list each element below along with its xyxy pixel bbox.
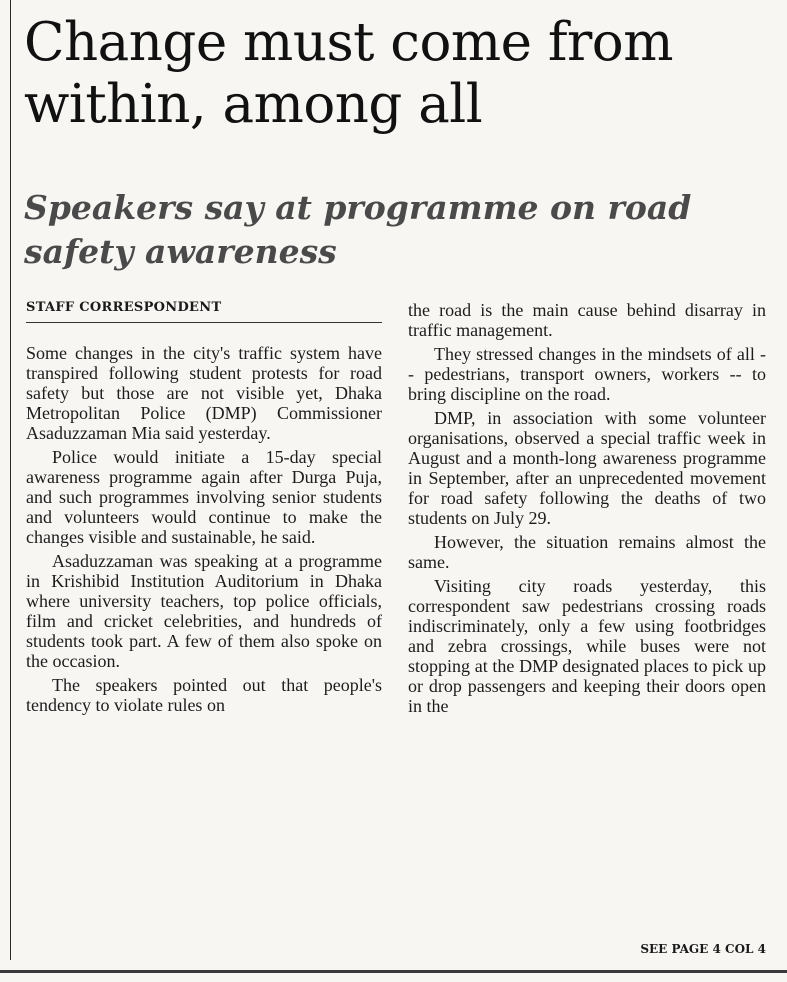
paragraph: However, the situation remains almost the same. <box>408 532 766 572</box>
paragraph: DMP, in association with some volunteer organisations, observed a special traffic week in August and a month-long awareness programme in September, after an unprecedented movement for road safety following the deaths of two students on July 29. <box>408 408 766 528</box>
paragraph: Police would initiate a 15-day special awareness programme again after Durga Puja, and such programmes involving senior students and volunteers would continue to make the changes visible and sustainable, he said. <box>26 447 382 547</box>
continuation-jump-line: SEE PAGE 4 COL 4 <box>640 942 766 956</box>
paragraph: Some changes in the city's traffic system have transpired following student protests for road safety but those are not visible yet, Dhaka Metropolitan Police (DMP) Commissioner Asaduzzaman Mia said yesterday. <box>26 343 382 443</box>
left-column <box>26 300 382 719</box>
paragraph: The speakers pointed out that people's tendency to violate rules on <box>26 675 382 715</box>
headline: Change must come from within, among all <box>24 12 673 135</box>
paragraph: the road is the main cause behind disarray in traffic management. <box>408 300 766 340</box>
subheadline: Speakers say at programme on road safety awareness <box>24 188 692 271</box>
paragraph: They stressed changes in the mindsets of all -- pedestrians, transport owners, workers -- to bring discipline on the road. <box>408 344 766 404</box>
paragraph: Visiting city roads yesterday, this correspondent saw pedestrians crossing roads indiscriminately, only a few using footbridges and zebra crossings, while buses were not stopping at the DMP designated places to pick up or drop passengers and keeping their doors open in the <box>408 576 766 716</box>
left-column-rule <box>10 0 11 960</box>
right-column <box>408 300 766 720</box>
bottom-rule <box>0 970 787 973</box>
byline-rule <box>26 322 382 323</box>
byline: STAFF CORRESPONDENT <box>26 300 222 315</box>
paragraph: Asaduzzaman was speaking at a programme in Krishibid Institution Auditorium in Dhaka where university teachers, top police officials, film and cricket celebrities, and hundreds of students took part. A few of them also spoke on the occasion. <box>26 551 382 671</box>
